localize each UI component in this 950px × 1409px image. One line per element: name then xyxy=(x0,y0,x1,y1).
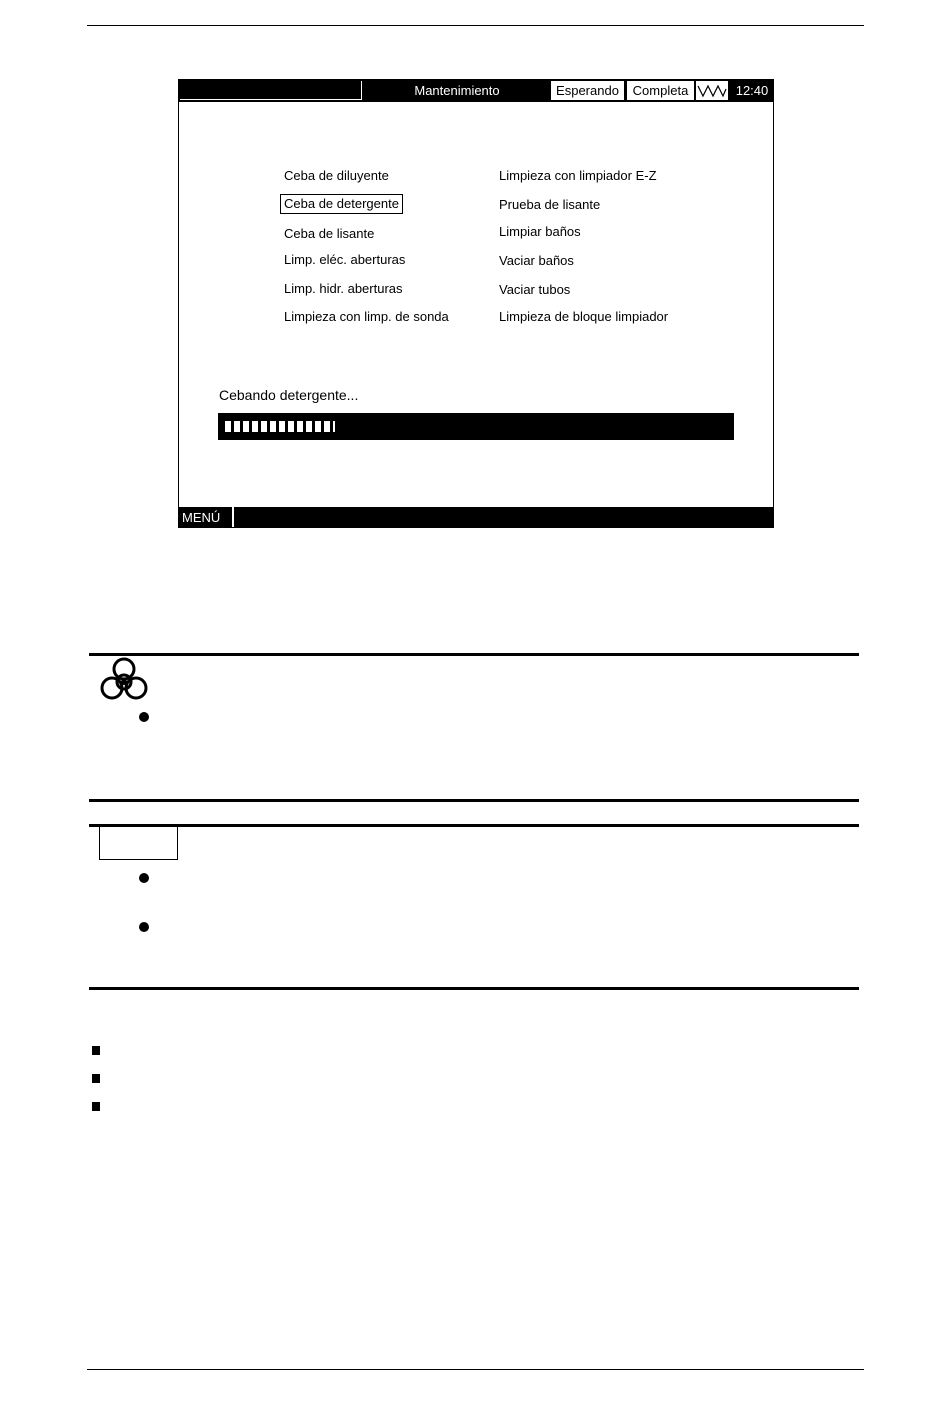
note-label-box xyxy=(99,827,178,860)
page-footer-rule xyxy=(87,1369,864,1370)
menu-limpieza-sonda[interactable]: Limpieza con limp. de sonda xyxy=(284,309,449,324)
note-bottom-rule xyxy=(89,987,859,990)
menu-limpiar-banos[interactable]: Limpiar baños xyxy=(499,224,581,239)
menu-ceba-detergente[interactable]: Ceba de detergente xyxy=(280,194,403,214)
list-bullet-1 xyxy=(92,1046,100,1055)
warning-bottom-rule xyxy=(89,799,859,802)
menu-ceba-diluyente[interactable]: Ceba de diluyente xyxy=(284,168,389,183)
note-top-rule xyxy=(89,824,859,827)
list-bullet-2 xyxy=(92,1074,100,1083)
progress-status-text: Cebando detergente... xyxy=(219,387,359,403)
status-waiting: Esperando xyxy=(551,81,624,100)
menu-vaciar-banos[interactable]: Vaciar baños xyxy=(499,253,574,268)
menu-limpieza-bloque[interactable]: Limpieza de bloque limpiador xyxy=(499,309,669,324)
warning-bullet xyxy=(139,712,149,722)
waveform-icon xyxy=(696,81,728,100)
menu-limp-elec-aberturas[interactable]: Limp. eléc. aberturas xyxy=(284,252,406,267)
note-bullet-1 xyxy=(139,873,149,883)
menu-prueba-lisante[interactable]: Prueba de lisante xyxy=(499,197,601,212)
menu-button[interactable]: MENÚ xyxy=(182,510,221,525)
title-bar-left-panel xyxy=(180,81,362,100)
menu-ceba-lisante[interactable]: Ceba de lisante xyxy=(284,226,375,241)
biohazard-icon xyxy=(97,656,151,704)
note-bullet-2 xyxy=(139,922,149,932)
menu-vaciar-tubos[interactable]: Vaciar tubos xyxy=(499,282,571,297)
page-header-rule xyxy=(87,25,864,26)
progress-bar xyxy=(218,413,734,440)
menu-limpieza-ez[interactable]: Limpieza con limpiador E-Z xyxy=(499,168,657,183)
maintenance-screen xyxy=(178,79,774,528)
menu-limp-hidr-aberturas[interactable]: Limp. hidr. aberturas xyxy=(284,281,403,296)
clock: 12:40 xyxy=(735,83,769,98)
list-bullet-3 xyxy=(92,1102,100,1111)
bottom-bar xyxy=(179,505,773,527)
title-bar xyxy=(179,80,773,102)
bottom-bar-divider xyxy=(232,507,234,527)
warning-top-rule xyxy=(89,653,859,656)
progress-bar-fill xyxy=(225,421,335,432)
status-complete: Completa xyxy=(627,81,694,100)
screen-title: Mantenimiento xyxy=(414,83,500,98)
